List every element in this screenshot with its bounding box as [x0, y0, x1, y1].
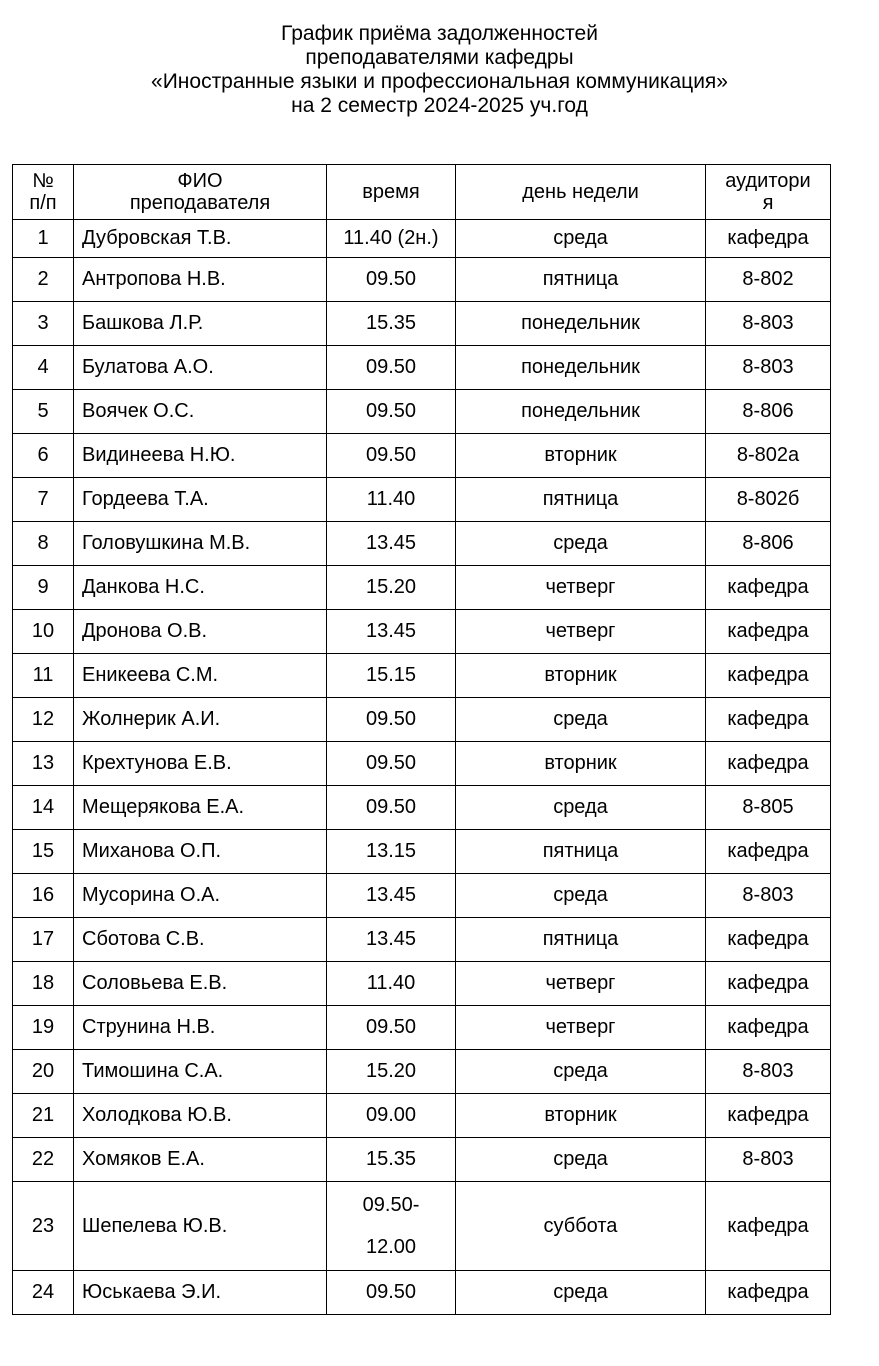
- row-fio: Шепелева Ю.В.: [74, 1182, 327, 1271]
- table-row: [13, 390, 831, 434]
- row-time: 09.50: [327, 434, 456, 478]
- title-line-2: преподавателями кафедры: [305, 46, 574, 69]
- row-day: вторник: [456, 654, 706, 698]
- table-row: [13, 610, 831, 654]
- row-time: 13.45: [327, 522, 456, 566]
- row-fio: Дубровская Т.В.: [74, 220, 327, 258]
- table-row: [13, 1271, 831, 1315]
- row-fio: Головушкина М.В.: [74, 522, 327, 566]
- row-room: 8-803: [706, 302, 831, 346]
- row-time: 09.50: [327, 390, 456, 434]
- row-room: 8-803: [706, 1138, 831, 1182]
- row-num: 4: [13, 346, 74, 390]
- header-fio-line1: ФИО: [177, 170, 223, 192]
- row-time: 09.50: [327, 1006, 456, 1050]
- row-room: 8-806: [706, 522, 831, 566]
- table-row: [13, 742, 831, 786]
- table-row: [13, 522, 831, 566]
- row-day: пятница: [456, 478, 706, 522]
- row-num: 12: [13, 698, 74, 742]
- row-num: 9: [13, 566, 74, 610]
- row-num: 15: [13, 830, 74, 874]
- row-num: 16: [13, 874, 74, 918]
- row-room: кафедра: [706, 1094, 831, 1138]
- row-time: 11.40 (2н.): [327, 220, 456, 258]
- row-room: 8-803: [706, 874, 831, 918]
- table-row: [13, 874, 831, 918]
- row-room: кафедра: [706, 654, 831, 698]
- row-time: 09.50: [327, 346, 456, 390]
- table-row: [13, 258, 831, 302]
- row-num: 10: [13, 610, 74, 654]
- row-day: понедельник: [456, 346, 706, 390]
- row-time: [327, 1182, 456, 1271]
- row-fio: Башкова Л.Р.: [74, 302, 327, 346]
- row-fio: Соловьева Е.В.: [74, 962, 327, 1006]
- table-row: [13, 918, 831, 962]
- row-fio: Булатова А.О.: [74, 346, 327, 390]
- row-time: 13.15: [327, 830, 456, 874]
- table-row: [13, 1138, 831, 1182]
- table-row: [13, 698, 831, 742]
- row-room: кафедра: [706, 742, 831, 786]
- row-time: 09.50: [327, 742, 456, 786]
- row-time: 15.20: [327, 566, 456, 610]
- row-num: 7: [13, 478, 74, 522]
- row-day: пятница: [456, 258, 706, 302]
- row-room: 8-805: [706, 786, 831, 830]
- header-time: время: [327, 165, 456, 220]
- table-row: [13, 346, 831, 390]
- header-fio-line2: преподавателя: [129, 192, 271, 214]
- table-row: [13, 566, 831, 610]
- table-header-row: [13, 165, 831, 220]
- row-time: 15.15: [327, 654, 456, 698]
- header-day: день недели: [456, 165, 706, 220]
- row-day: среда: [456, 220, 706, 258]
- row-day: понедельник: [456, 302, 706, 346]
- row-room: кафедра: [706, 220, 831, 258]
- row-fio: Данкова Н.С.: [74, 566, 327, 610]
- row-room: кафедра: [706, 1006, 831, 1050]
- row-time: 13.45: [327, 610, 456, 654]
- row-fio: Гордеева Т.А.: [74, 478, 327, 522]
- row-fio: Тимошина С.А.: [74, 1050, 327, 1094]
- row-time: 13.45: [327, 918, 456, 962]
- row-day: четверг: [456, 962, 706, 1006]
- row-day: среда: [456, 786, 706, 830]
- row-time: 09.50: [327, 1271, 456, 1315]
- row-day: среда: [456, 522, 706, 566]
- schedule-table: [12, 164, 831, 1315]
- row-day: пятница: [456, 830, 706, 874]
- row-fio: Юськаева Э.И.: [74, 1271, 327, 1315]
- row-room: кафедра: [706, 1271, 831, 1315]
- row-num: 24: [13, 1271, 74, 1315]
- table-row: [13, 434, 831, 478]
- header-num: [13, 165, 74, 220]
- table-row: [13, 962, 831, 1006]
- row-time-line1: 09.50-: [362, 1194, 420, 1216]
- row-room: 8-802б: [706, 478, 831, 522]
- row-room: кафедра: [706, 962, 831, 1006]
- row-num: 3: [13, 302, 74, 346]
- row-day: вторник: [456, 1094, 706, 1138]
- row-num: 18: [13, 962, 74, 1006]
- row-room: кафедра: [706, 610, 831, 654]
- row-room: кафедра: [706, 830, 831, 874]
- row-time: 11.40: [327, 478, 456, 522]
- row-room: 8-803: [706, 346, 831, 390]
- row-room: 8-803: [706, 1050, 831, 1094]
- row-day: среда: [456, 1050, 706, 1094]
- row-time: 11.40: [327, 962, 456, 1006]
- row-fio: Видинеева Н.Ю.: [74, 434, 327, 478]
- table-row: [13, 1094, 831, 1138]
- row-num: 19: [13, 1006, 74, 1050]
- row-day: четверг: [456, 566, 706, 610]
- row-time: 09.50: [327, 698, 456, 742]
- table-row: [13, 786, 831, 830]
- row-fio: Крехтунова Е.В.: [74, 742, 327, 786]
- row-num: 14: [13, 786, 74, 830]
- header-room: [706, 165, 831, 220]
- row-num: 8: [13, 522, 74, 566]
- row-day: среда: [456, 874, 706, 918]
- row-room: кафедра: [706, 698, 831, 742]
- row-time: 09.50: [327, 258, 456, 302]
- table-row: [13, 220, 831, 258]
- row-room: 8-802: [706, 258, 831, 302]
- table-row: [13, 478, 831, 522]
- row-fio: Мещерякова Е.А.: [74, 786, 327, 830]
- row-day: понедельник: [456, 390, 706, 434]
- document-title: [0, 22, 879, 118]
- table-row: [13, 1050, 831, 1094]
- row-time: 09.00: [327, 1094, 456, 1138]
- row-num: 22: [13, 1138, 74, 1182]
- table-row: [13, 654, 831, 698]
- header-room-line1: аудитори: [725, 170, 811, 192]
- row-fio: Воячек О.С.: [74, 390, 327, 434]
- row-room: кафедра: [706, 918, 831, 962]
- row-fio: Мусорина О.А.: [74, 874, 327, 918]
- row-day: среда: [456, 1271, 706, 1315]
- row-time: 15.20: [327, 1050, 456, 1094]
- table-row: [13, 302, 831, 346]
- row-num: 20: [13, 1050, 74, 1094]
- table-row: [13, 830, 831, 874]
- title-line-4: на 2 семестр 2024-2025 уч.год: [291, 94, 588, 117]
- row-num: 2: [13, 258, 74, 302]
- title-line-3: «Иностранные языки и профессиональная коммуникация»: [151, 70, 728, 93]
- header-fio: [74, 165, 327, 220]
- row-fio: Хомяков Е.А.: [74, 1138, 327, 1182]
- header-num-line2: п/п: [29, 192, 57, 214]
- row-room: кафедра: [706, 566, 831, 610]
- row-num: 6: [13, 434, 74, 478]
- table-row: [13, 1006, 831, 1050]
- row-num: 13: [13, 742, 74, 786]
- row-day: среда: [456, 698, 706, 742]
- row-num: 11: [13, 654, 74, 698]
- row-fio: Жолнерик А.И.: [74, 698, 327, 742]
- table-row: [13, 1182, 831, 1271]
- row-time: 13.45: [327, 874, 456, 918]
- row-fio: Струнина Н.В.: [74, 1006, 327, 1050]
- row-num: 5: [13, 390, 74, 434]
- header-num-line1: №: [32, 170, 54, 192]
- row-num: 17: [13, 918, 74, 962]
- row-fio: Сботова С.В.: [74, 918, 327, 962]
- row-num: 21: [13, 1094, 74, 1138]
- row-day: пятница: [456, 918, 706, 962]
- row-room: 8-802а: [706, 434, 831, 478]
- row-day: четверг: [456, 1006, 706, 1050]
- row-fio: Еникеева С.М.: [74, 654, 327, 698]
- row-room: 8-806: [706, 390, 831, 434]
- row-fio: Дронова О.В.: [74, 610, 327, 654]
- row-num: 23: [13, 1182, 74, 1271]
- row-day: среда: [456, 1138, 706, 1182]
- row-fio: Холодкова Ю.В.: [74, 1094, 327, 1138]
- row-time-line2: 12.00: [365, 1236, 417, 1258]
- row-time: 09.50: [327, 786, 456, 830]
- row-day: вторник: [456, 434, 706, 478]
- row-day: суббота: [456, 1182, 706, 1271]
- title-line-1: График приёма задолженностей: [281, 22, 598, 45]
- row-fio: Антропова Н.В.: [74, 258, 327, 302]
- row-num: 1: [13, 220, 74, 258]
- row-time: 15.35: [327, 1138, 456, 1182]
- header-room-line2: я: [762, 192, 774, 214]
- row-time: 15.35: [327, 302, 456, 346]
- row-room: кафедра: [706, 1182, 831, 1271]
- row-fio: Миханова О.П.: [74, 830, 327, 874]
- row-day: четверг: [456, 610, 706, 654]
- row-day: вторник: [456, 742, 706, 786]
